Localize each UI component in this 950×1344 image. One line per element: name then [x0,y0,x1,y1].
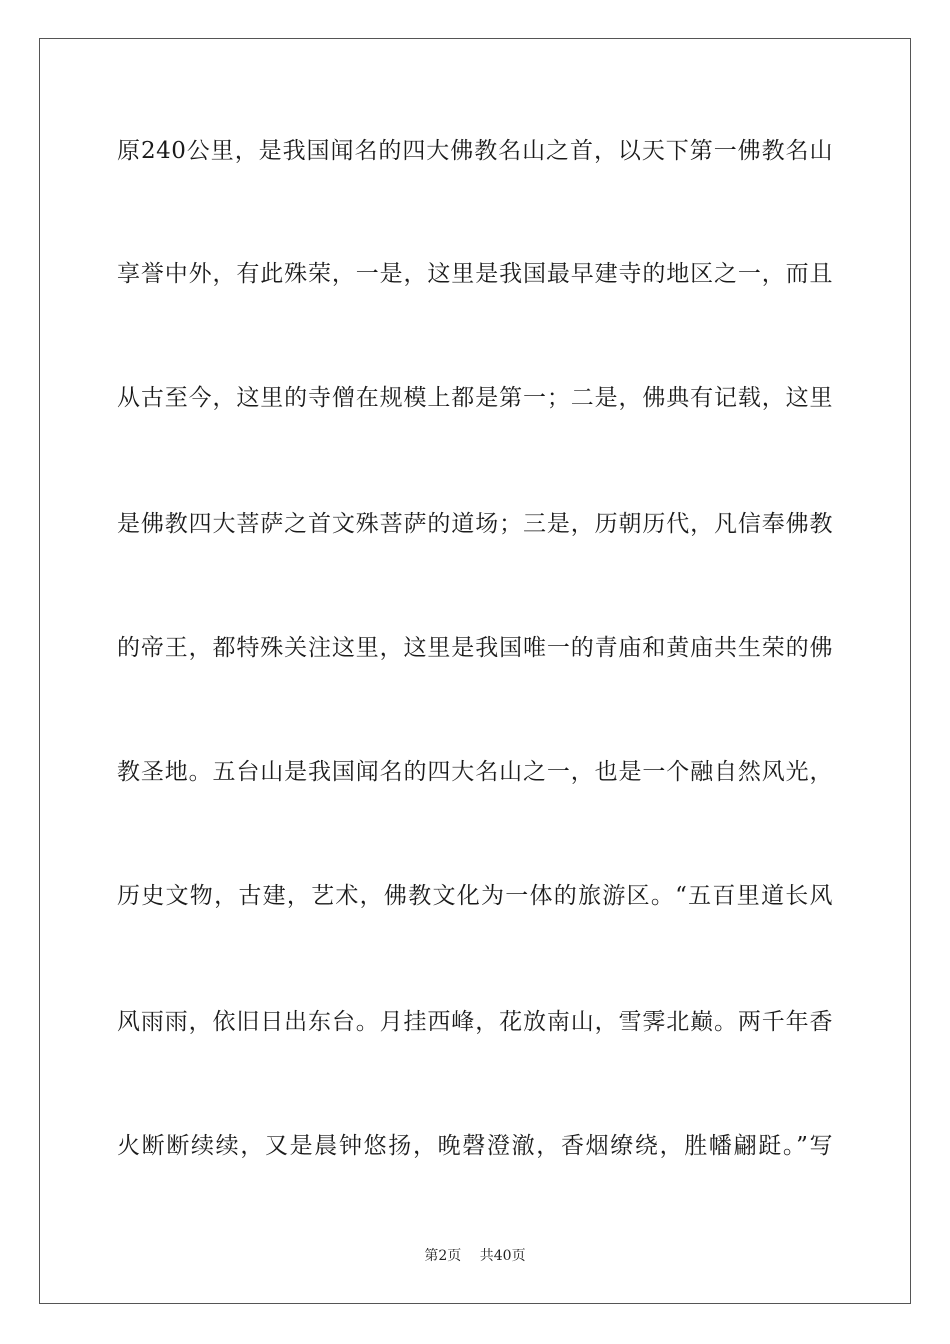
text-line: 是佛教四大菩萨之首文殊菩萨的道场；三是，历朝历代，凡信奉佛教 [117,511,833,537]
text-line: 享誉中外，有此殊荣，一是，这里是我国最早建寺的地区之一，而且 [117,261,833,287]
text-line: 教圣地。五台山是我国闻名的四大名山之一，也是一个融自然风光， [117,759,833,785]
text-line: 的帝王，都特殊关注这里，这里是我国唯一的青庙和黄庙共生荣的佛 [117,635,833,661]
page-total: 共40页 [479,1248,526,1264]
text-line: 历史文物，古建，艺术，佛教文化为一体的旅游区。“五百里道长风 [117,883,833,909]
text-line: 原240公里，是我国闻名的四大佛教名山之首，以天下第一佛教名山 [117,138,833,164]
page-footer [0,1247,950,1265]
text-line: 火断断续续，又是晨钟悠扬，晚磬澄澈，香烟缭绕，胜幡翩跹。”写 [117,1133,833,1159]
page-frame [39,38,911,1304]
text-line: 风雨雨，依旧日出东台。月挂西峰，花放南山，雪霁北巅。两千年香 [117,1009,833,1035]
page-number: 第2页 [424,1248,462,1264]
text-line: 从古至今，这里的寺僧在规模上都是第一；二是，佛典有记载，这里 [117,385,833,411]
